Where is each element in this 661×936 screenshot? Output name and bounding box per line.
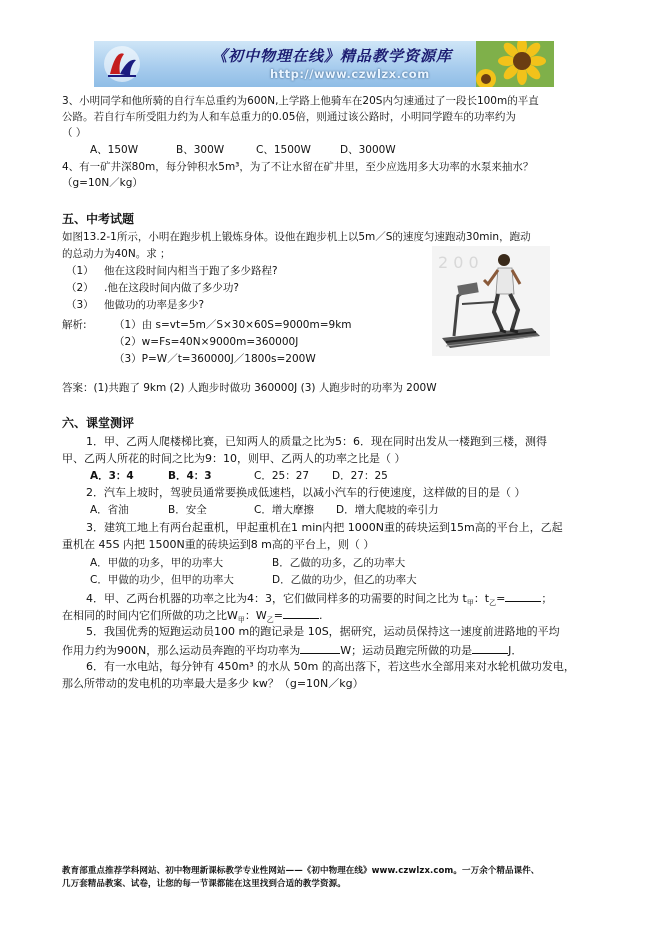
s6-q1-option-a: A．3：4 bbox=[90, 470, 134, 482]
q3-line2: 公路。若自行车所受阻力约为人和车总重力的0.05倍，则通过该公路时，小明同学蹬车的功率约为 bbox=[62, 111, 516, 123]
s6-q4-line1-text: 4．甲、乙两台机器的功率之比为4：3，它们做同样多的功需要的时间之比为 t bbox=[86, 592, 467, 605]
s6-q4-sub-jia: 甲 bbox=[466, 599, 474, 608]
q4-line2: （g=10N／kg） bbox=[62, 177, 143, 189]
s6-q1-line2: 甲、乙两人所花的时间之比为9：10，则甲、乙两人的功率之比是（ ） bbox=[62, 452, 406, 465]
s6-q4-end: ； bbox=[541, 592, 553, 605]
section5-answer: 答案：(1)共跑了 9km (2) 人跑步时做功 360000J (3) 人跑步时的功率为 200W bbox=[62, 382, 437, 394]
sunflower-icon bbox=[476, 41, 554, 87]
header-banner bbox=[94, 41, 554, 87]
q3-paren: （ ） bbox=[62, 127, 87, 139]
s6-q5-blank-2[interactable] bbox=[472, 642, 508, 654]
treadmill-runner-figure bbox=[432, 246, 550, 356]
q3-option-c: C、1500W bbox=[256, 144, 311, 156]
s6-q3-option-a: A．甲做的功多，甲的功率大 bbox=[90, 557, 224, 569]
site-logo-icon bbox=[102, 44, 142, 84]
s6-q4-eq: = bbox=[496, 592, 506, 605]
q4-line1: 4、有一矿井深80m，每分钟积水5m³，为了不让水留在矿井里，至少应选用多大功率的水泵来抽水？ bbox=[62, 161, 534, 173]
analysis-step-1: （1）由 s=vt=5m／S×30×60S=9000m=9km bbox=[114, 319, 352, 331]
svg-text:2 0 0: 2 0 0 bbox=[438, 253, 479, 272]
s6-q3-line2: 重机在 45S 内把 1500N重的砖块运到8 m高的平台上，则（ ） bbox=[62, 538, 375, 551]
section5-intro-2: 的总动力为40N。求 ； bbox=[62, 248, 171, 260]
s6-q4-colon: ：W bbox=[244, 609, 267, 622]
s6-q6-line2: 那么所带动的发电机的功率最大是多少 kw？（g=10N／kg） bbox=[62, 677, 364, 690]
s5-item-3-num: （3） bbox=[66, 299, 94, 311]
section6-heading: 六、课堂测评 bbox=[62, 416, 135, 430]
s6-q4-w-yi: 乙 bbox=[266, 616, 274, 625]
s6-q3-option-d: D．乙做的功少，但乙的功率大 bbox=[272, 574, 417, 586]
s6-q4-w-jia: 甲 bbox=[237, 616, 245, 625]
section5-heading: 五、中考试题 bbox=[62, 212, 135, 226]
q3-option-d: D、3000W bbox=[340, 144, 396, 156]
s6-q3-option-c: C．甲做的功少，但甲的功率大 bbox=[90, 574, 234, 586]
q3-option-b: B、300W bbox=[176, 144, 225, 156]
banner-url[interactable]: http://www.czwlzx.com bbox=[270, 67, 430, 81]
s6-q3-option-b: B．乙做的功多，乙的功率大 bbox=[272, 557, 406, 569]
s6-q4-eq2: = bbox=[273, 609, 283, 622]
s6-q1-line1: 1．甲、乙两人爬楼梯比赛，已知两人的质量之比为5：6．现在同时出发从一楼跑到三楼，测得 bbox=[86, 435, 547, 448]
s6-q2-line1: 2．汽车上坡时，驾驶员通常要换成低速档，以减小汽车的行使速度，这样做的目的是（ ） bbox=[86, 486, 526, 499]
s6-q2-option-a: A．省油 bbox=[90, 504, 129, 516]
analysis-step-3: （3）P=W／t=360000J／1800s=200W bbox=[114, 353, 316, 365]
s5-item-1-num: （1） bbox=[66, 265, 94, 277]
s6-q4-line2-text: 在相同的时间内它们所做的功之比W bbox=[62, 609, 238, 622]
s6-q5-line2-text: 作用力约为900N，那么运动员奔跑的平均功率为 bbox=[62, 644, 301, 657]
q3-option-a: A、150W bbox=[90, 144, 139, 156]
analysis-step-2: （2）w=Fs=40N×9000m=360000J bbox=[114, 336, 299, 348]
s6-q5-mid: W；运动员跑完所做的功是 bbox=[340, 644, 473, 657]
s6-q6-line1: 6．有一水电站，每分钟有 450m³ 的水从 50m 的高出落下，若这些水全部用来对水轮机做功发电， bbox=[86, 660, 575, 673]
s6-q5-blank-1[interactable] bbox=[300, 642, 340, 654]
s5-item-3-text: 他做功的功率是多少? bbox=[104, 299, 205, 311]
footer-line1: 教育部重点推荐学科网站、初中物理新课标教学专业性网站——《初中物理在线》www.czwlzx.com。一万余个精品课件、 bbox=[62, 866, 540, 876]
s5-item-2-num: （2） bbox=[66, 282, 94, 294]
s6-q5-line1: 5．我国优秀的短跑运动员100 m的跑记录是 10S，据研究，运动员保持这一速度前进路地的平均 bbox=[86, 625, 560, 638]
s6-q5-end: J． bbox=[508, 644, 523, 657]
s6-q2-option-d: D．增大爬坡的牵引力 bbox=[336, 504, 439, 516]
s5-item-2-text: .他在这段时间内做了多少功? bbox=[104, 282, 239, 294]
s6-q4-blank-2[interactable] bbox=[283, 607, 319, 619]
s6-q2-option-b: B．安全 bbox=[168, 504, 207, 516]
s6-q2-option-c: C．增大摩擦 bbox=[254, 504, 314, 516]
footer-line2: 几万套精品教案、试卷，让您的每一节课都能在这里找到合适的教学资源。 bbox=[62, 879, 346, 889]
s6-q5-line2 bbox=[62, 642, 522, 658]
s6-q4-blank-1[interactable] bbox=[505, 590, 541, 602]
s6-q3-line1: 3．建筑工地上有两台起重机，甲起重机在1 min内把 1000N重的砖块运到15m高的平台上，乙起 bbox=[86, 521, 563, 534]
s5-item-1-text: 他在这段时间内相当于跑了多少路程? bbox=[104, 265, 278, 277]
analysis-label: 解析: bbox=[62, 319, 87, 331]
s6-q4-sub-yi: 乙 bbox=[489, 599, 497, 608]
s6-q1-option-d: D．27：25 bbox=[332, 470, 388, 482]
q3-line1: 3、小明同学和他所骑的自行车总重约为600N,上学路上他骑车在20S内匀速通过了一段长100m的平直 bbox=[62, 95, 539, 107]
s6-q4-mid: ：t bbox=[473, 592, 490, 605]
s6-q1-option-b: B．4：3 bbox=[168, 470, 212, 482]
s6-q1-option-c: C．25：27 bbox=[254, 470, 310, 482]
s6-q4-end2: . bbox=[319, 609, 323, 622]
section5-intro-1: 如图13.2-1所示，小明在跑步机上锻炼身体。设他在跑步机上以5m／S的速度匀速跑动30min，跑动 bbox=[62, 231, 531, 243]
banner-title: 《初中物理在线》精品教学资源库 bbox=[212, 47, 453, 65]
